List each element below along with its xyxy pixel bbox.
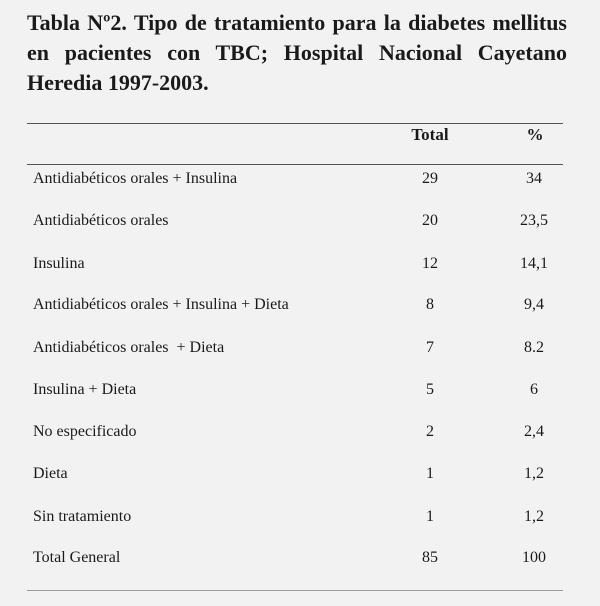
row-total: 8 <box>426 296 434 313</box>
row-percent: 34 <box>526 170 542 187</box>
row-label: Dieta <box>33 465 68 482</box>
table-title-line-1: Tabla Nº2. Tipo de tratamiento para la diabetes mellitus <box>27 10 567 35</box>
table-title-line-2: en pacientes con TBC; Hospital Nacional Cayetano <box>27 40 567 65</box>
row-percent: 23,5 <box>520 212 548 229</box>
row-label: Total General <box>33 549 121 566</box>
row-percent: 1,2 <box>524 508 544 525</box>
row-total: 12 <box>422 255 438 272</box>
row-label: Antidiabéticos orales <box>33 212 169 229</box>
table-top-rule <box>27 123 563 124</box>
row-label: Antidiabéticos orales + Insulina + Dieta <box>33 296 289 313</box>
row-percent: 2,4 <box>524 423 544 440</box>
row-percent: 14,1 <box>520 255 548 272</box>
row-percent: 100 <box>522 549 546 566</box>
table-row-total-general <box>0 547 600 569</box>
row-label: Insulina <box>33 255 85 272</box>
table-row <box>0 337 600 359</box>
row-total: 7 <box>426 339 434 356</box>
table-row <box>0 294 600 316</box>
row-total: 1 <box>426 508 434 525</box>
table-bottom-rule <box>27 590 563 591</box>
row-total: 85 <box>422 549 438 566</box>
row-percent: 9,4 <box>524 296 544 313</box>
row-total: 5 <box>426 381 434 398</box>
row-total: 2 <box>426 423 434 440</box>
row-label: Antidiabéticos orales + Dieta <box>33 339 225 356</box>
header-percent: % <box>526 125 544 144</box>
table-title <box>27 8 567 98</box>
row-label: Insulina + Dieta <box>33 381 137 398</box>
table-row <box>0 168 600 190</box>
table-row <box>0 463 600 485</box>
table-row <box>0 379 600 401</box>
table-row <box>0 506 600 528</box>
table-title-line-3: Heredia 1997-2003. <box>27 70 209 95</box>
table-row <box>0 421 600 443</box>
row-total: 1 <box>426 465 434 482</box>
table-row <box>0 253 600 275</box>
row-total: 20 <box>422 212 438 229</box>
row-label: Antidiabéticos orales + Insulina <box>33 170 238 187</box>
row-percent: 1,2 <box>524 465 544 482</box>
header-total: Total <box>411 125 449 144</box>
row-label: Sin tratamiento <box>33 508 132 525</box>
row-total: 29 <box>422 170 438 187</box>
table-header-rule <box>27 164 563 165</box>
row-percent: 6 <box>530 381 538 398</box>
row-percent: 8.2 <box>524 339 544 356</box>
table-row <box>0 210 600 232</box>
row-label: No especificado <box>33 423 137 440</box>
